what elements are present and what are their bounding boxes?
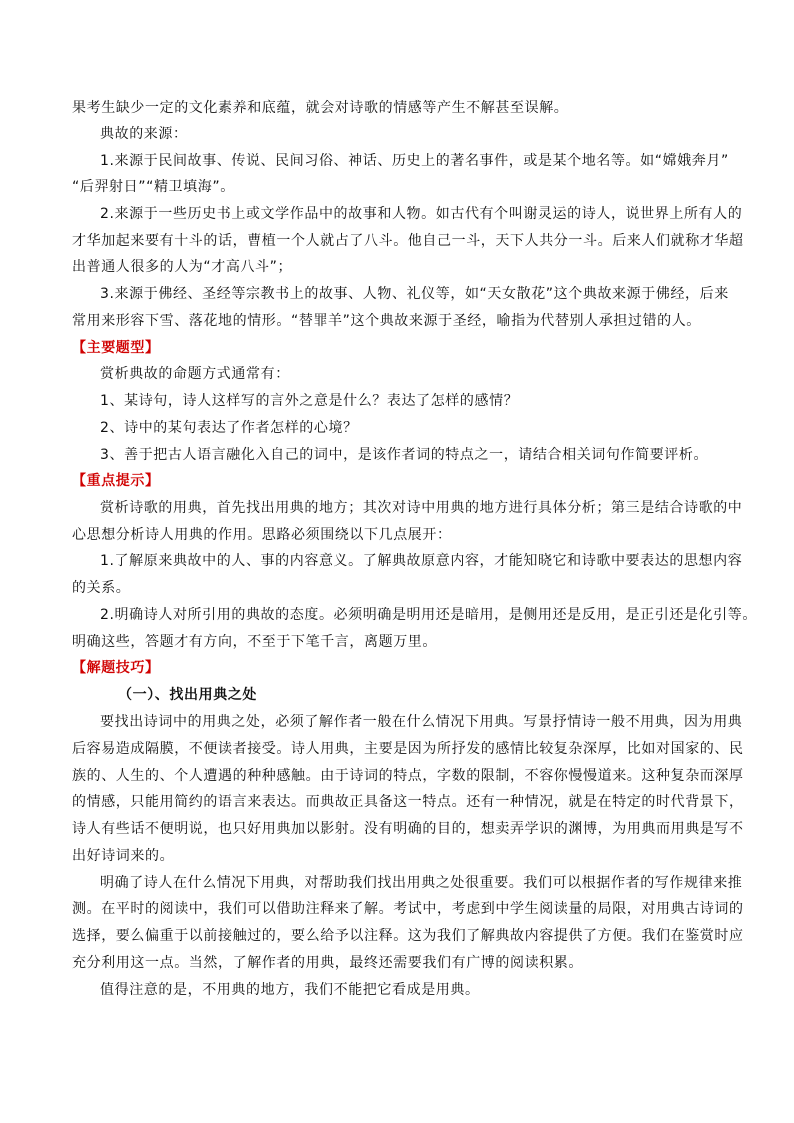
paragraph-line: 选择，要么偏重于以前接触过的，要么给予以注释。这为我们了解典故内容提供了方便。我们在鉴赏时应 (72, 928, 744, 944)
paragraph-line: 充分利用这一点。当然，了解作者的用典，最终还需要我们有广博的阅读积累。 (72, 955, 583, 971)
subsection-heading: （一）、找出用典之处 (118, 687, 257, 703)
paragraph-line: 果考生缺少一定的文化素养和底蕴，就会对诗歌的情感等产生不解甚至误解。 (72, 100, 569, 116)
paragraph-line: 2.明确诗人对所引用的典故的态度。必须明确是明用还是暗用，是侧用还是反用，是正引还是化引等。 (100, 607, 757, 623)
paragraph-line: 的情感，只能用简约的语言来表达。而典故正具备这一特点。还有一种情况，就是在特定的时代背景下， (72, 794, 744, 810)
section-heading-solving-skills: 【解题技巧】 (72, 660, 160, 676)
paragraph-line: 心思想分析诗人用典的作用。思路必须围绕以下几点展开： (72, 527, 452, 543)
paragraph-line: 的关系。 (72, 580, 131, 596)
section-heading-main-question-types: 【主要题型】 (72, 340, 160, 356)
paragraph-line: 1.了解原来典故中的人、事的内容意义。了解典故原意内容，才能知晓它和诗歌中要表达的思想内容 (100, 553, 743, 569)
paragraph-line: 赏析典故的命题方式通常有： (100, 366, 290, 382)
paragraph-line: 典故的来源： (100, 126, 188, 142)
paragraph-line: 出普通人很多的人为“才高八斗”； (72, 259, 293, 275)
paragraph-line: 要找出诗词中的用典之处，必须了解作者一般在什么情况下用典。写景抒情诗一般不用典，因为用典 (100, 714, 743, 730)
paragraph-line: 赏析诗歌的用典，首先找出用典的地方；其次对诗中用典的地方进行具体分析；第三是结合诗歌的中 (100, 500, 743, 516)
list-item: 2、诗中的某句表达了作者怎样的心境？ (100, 420, 358, 436)
paragraph-line: 值得注意的是，不用典的地方，我们不能把它看成是用典。 (100, 982, 480, 998)
paragraph-line: 明确这些，答题才有方向，不至于下笔千言，离题万里。 (72, 634, 437, 650)
paragraph-line: 常用来形容下雪、落花地的情形。“替罪羊”这个典故来源于圣经，喻指为代替别人承担过错的人。 (72, 313, 701, 329)
paragraph-line: 明确了诗人在什么情况下用典，对帮助我们找出用典之处很重要。我们可以根据作者的写作规律来推 (100, 875, 743, 891)
paragraph-line: 后容易造成隔膜，不便读者接受。诗人用典，主要是因为所抒发的感情比较复杂深厚，比如对国家的、民 (72, 741, 744, 757)
paragraph-line: 1.来源于民间故事、传说、民间习俗、神话、历史上的著名事件，或是某个地名等。如“嫦娥奔月” (100, 153, 729, 169)
section-heading-key-tips: 【重点提示】 (72, 473, 160, 489)
paragraph-line: “后羿射日”“精卫填海”。 (72, 179, 235, 195)
paragraph-line: 诗人有些话不便明说，也只好用典加以影射。没有明确的目的，想卖弄学识的渊博，为用典而用典是写不 (72, 821, 744, 837)
paragraph-line: 2.来源于一些历史书上或文学作品中的故事和人物。如古代有个叫谢灵运的诗人，说世界上所有人的 (100, 206, 743, 222)
list-item: 3、善于把古人语言融化入自己的词中，是该作者词的特点之一，请结合相关词句作简要评析。 (100, 447, 709, 463)
paragraph-line: 出好诗词来的。 (72, 848, 175, 864)
paragraph-line: 族的、人生的、个人遭遇的种种感触。由于诗词的特点，字数的限制，不容你慢慢道来。这种复杂而深厚 (72, 768, 744, 784)
paragraph-line: 3.来源于佛经、圣经等宗教书上的故事、人物、礼仪等，如“天女散花”这个典故来源于佛经，后来 (100, 286, 729, 302)
list-item: 1、某诗句，诗人这样写的言外之意是什么？表达了怎样的感情？ (100, 393, 519, 409)
paragraph-line: 测。在平时的阅读中，我们可以借助注释来了解。考试中，考虑到中学生阅读量的局限，对用典古诗词的 (72, 901, 744, 917)
paragraph-line: 才华加起来要有十斗的话，曹植一个人就占了八斗。他自己一斗，天下人共分一斗。后来人们就称才华超 (72, 233, 744, 249)
